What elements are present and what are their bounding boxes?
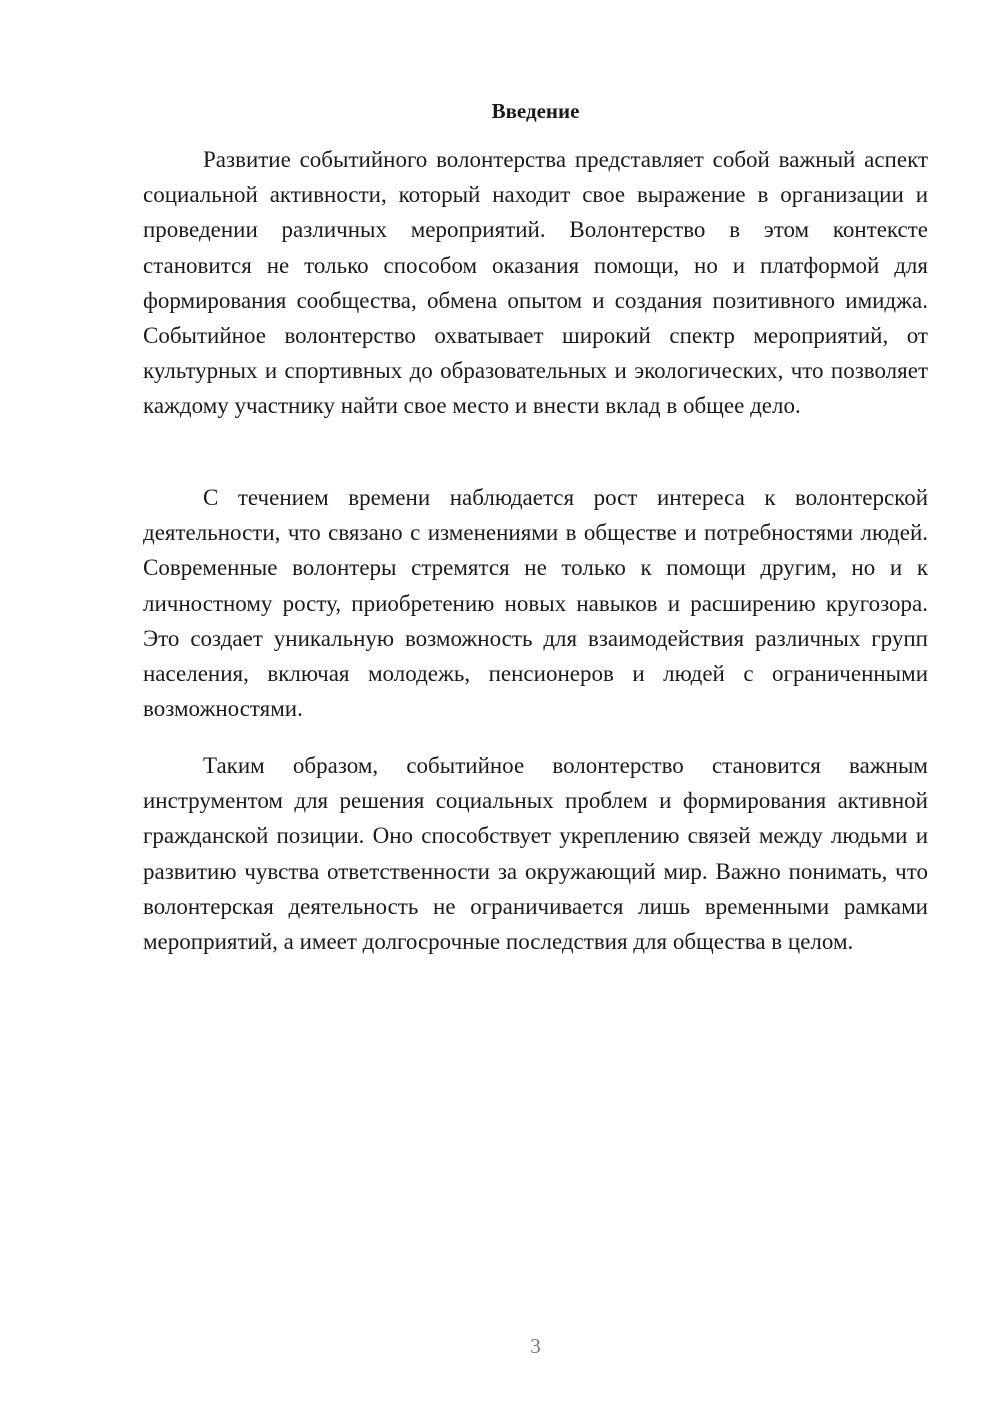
page-number: 3 (530, 1334, 541, 1358)
paragraph-2: С течением времени наблюдается рост интереса к волонтерской деятельности, что связано с изменениями в обществе и потребностями людей. Современные волонтеры стремятся не только к помощи другим, но и к личностному росту, приобретению новых навыков и расширению кругозора. Это создает уникальную возможность для взаимодействия различных групп населения, включая молодежь, пенсионеров и людей с ограниченными возможностями. (143, 485, 928, 722)
paragraph-1: Развитие событийного волонтерства представляет собой важный аспект социальной активности, который находит свое выражение в организации и проведении различных мероприятий. Волонтерство в этом контексте становится не только способом оказания помощи, но и платформой для формирования сообщества, обмена опытом и создания позитивного имиджа. Событийное волонтерство охватывает широкий спектр мероприятий, от культурных и спортивных до образовательных и экологических, что позволяет каждому участнику найти свое место и внести вклад в общее дело. (143, 147, 928, 419)
page-title: Введение (491, 99, 580, 123)
paragraph-3: Таким образом, событийное волонтерство становится важным инструментом для решения социальных проблем и формирования активной гражданской позиции. Оно способствует укреплению связей между людьми и развитию чувства ответственности за окружающий мир. Важно понимать, что волонтерская деятельность не ограничивается лишь временными рамками мероприятий, а имеет долгосрочные последствия для общества в целом. (143, 753, 928, 955)
